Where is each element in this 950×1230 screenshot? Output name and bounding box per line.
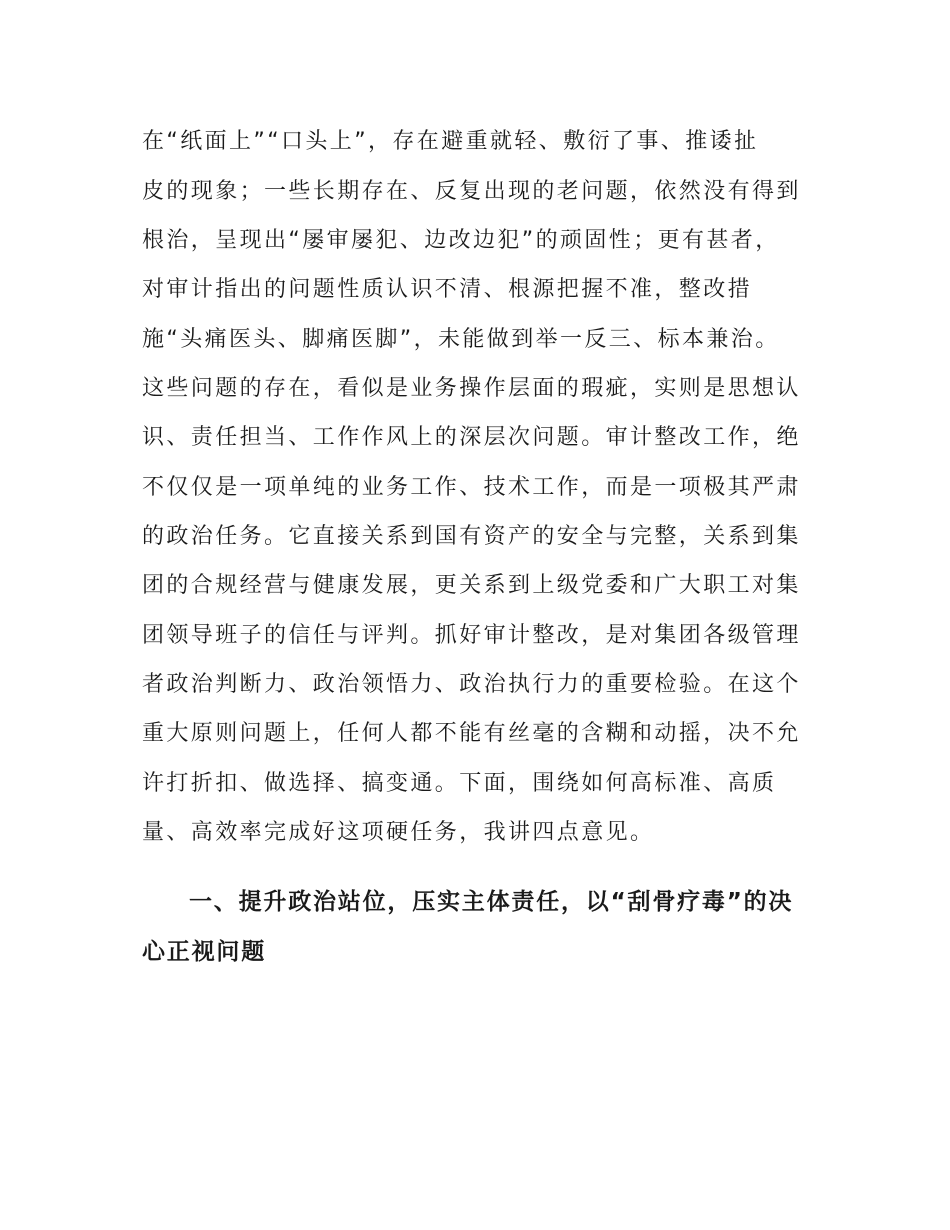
paragraph-line: 这些问题的存在，看似是业务操作层面的瑕疵，实则是思想认 — [142, 376, 801, 401]
paragraph-line: 皮的现象；一些长期存在、反复出现的老问题，依然没有得到 — [142, 179, 801, 204]
paragraph-line: 许打折扣、做选择、搞变通。下面，围绕如何高标准、高质 — [142, 771, 777, 796]
paragraph-line: 在“纸面上”“口头上”，存在避重就轻、敷衍了事、推诿扯 — [142, 129, 759, 154]
section-heading-line: 心正视问题 — [142, 939, 266, 965]
paragraph-line: 根治，呈现出“屡审屡犯、边改边犯”的顽固性；更有甚者， — [142, 228, 780, 253]
paragraph-line: 重大原则问题上，任何人都不能有丝毫的含糊和动摇，决不允 — [142, 721, 801, 746]
paragraph-line: 者政治判断力、政治领悟力、政治执行力的重要检验。在这个 — [142, 672, 801, 697]
paragraph-line: 量、高效率完成好这项硬任务，我讲四点意见。 — [142, 820, 655, 845]
paragraph-line: 对审计指出的问题性质认识不清、根源把握不准，整改措 — [142, 277, 753, 302]
paragraph-line: 团的合规经营与健康发展，更关系到上级党委和广大职工对集 — [142, 573, 801, 598]
paragraph-line: 团领导班子的信任与评判。抓好审计整改，是对集团各级管理 — [142, 623, 801, 648]
paragraph-line: 识、责任担当、工作作风上的深层次问题。审计整改工作，绝 — [142, 425, 801, 450]
section-heading-line: 一、提升政治站位，压实主体责任，以“刮骨疗毒”的决 — [189, 889, 794, 915]
paragraph-line: 不仅仅是一项单纯的业务工作、技术工作，而是一项极其严肃 — [142, 475, 801, 500]
paragraph-line: 的政治任务。它直接关系到国有资产的安全与完整，关系到集 — [142, 524, 801, 549]
paragraph-line: 施“头痛医头、脚痛医脚”，未能做到举一反三、标本兼治。 — [142, 327, 780, 352]
